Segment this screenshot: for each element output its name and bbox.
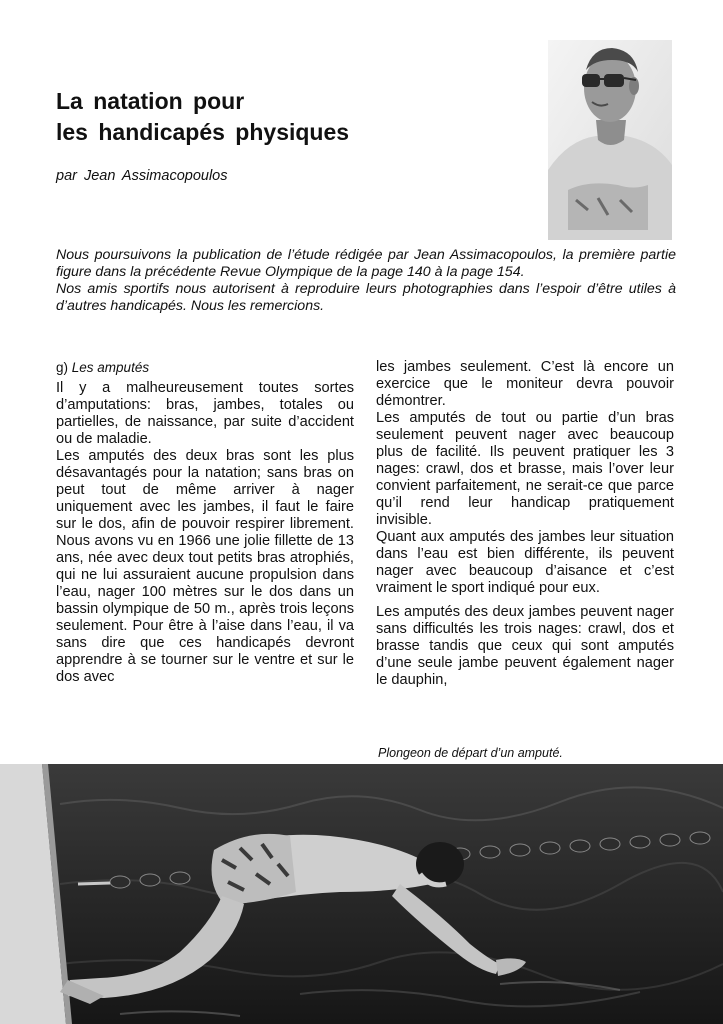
article-title <box>56 86 349 148</box>
left-paragraph-2: Les amputés des deux bras sont les plus désavantagés pour la natation; sans bras on peut tout de même arriver à nager uniquement avec les jambes, il faut le faire sur le dos, afin de pouvoir respirer librement. Nous avons vu en 1966 une jolie fillette de 13 ans, née avec deux tout petits bras atrophiés, qui ne lui assuraient aucune propulsion dans l’eau, nager 100 mètres sur le dos dans un bassin olympique de 50 m., après trois leçons seulement. Pour être à l’aise dans l’eau, il va sans dire que ces handicapés devront apprendre à se tourner sur le ventre et sur le dos avec <box>56 448 354 685</box>
right-paragraph-2: Les amputés de tout ou partie d’un bras seulement peuvent nager avec beaucoup plus de facilité. Ils peuvent pratiquer les 3 nages: crawl, dos et brasse, mais l’over leur convient parfaitement, ne serait-ce que parce qu’il rend leur handicap pratiquement invisible. <box>376 410 674 528</box>
section-letter: g) <box>56 360 69 375</box>
photo-caption: Plongeon de départ d’un amputé. <box>378 746 563 760</box>
intro-text-1: Nous poursuivons la publication de l’étude rédigée par Jean Assimacopoulos, la première partie figure dans la précédente Revue Olympique de la page 140 à la page 154. <box>56 247 676 280</box>
title-line-2: les handicapés physiques <box>56 119 350 145</box>
intro-text-2: Nos amis sportifs nous autorisent à reproduire leurs photographies dans l’espoir d’être utiles à d’autres handicapés. Nous les remercions. <box>56 281 676 314</box>
intro-paragraph <box>56 247 676 315</box>
right-paragraph-1: les jambes seulement. C’est là encore un exercice que le moniteur devra pouvoir démontrer. <box>376 359 674 409</box>
right-paragraph-4: Les amputés des deux jambes peuvent nager sans difficultés les trois nages: crawl, dos et brasse tandis que ceux qui sont amputés d’une seule jambe peuvent également nager le dauphin, <box>376 604 674 688</box>
right-column <box>376 359 674 689</box>
title-line-1: La natation pour <box>56 88 245 114</box>
pool-dive-photo <box>0 764 723 1024</box>
section-heading <box>56 359 354 376</box>
author-portrait <box>548 40 672 240</box>
left-paragraph-1: Il y a malheureusement toutes sortes d’amputations: bras, jambes, totales ou partielles, de naissance, par suite d’accident ou de maladie. <box>56 380 354 447</box>
section-title: Les amputés <box>71 360 150 375</box>
right-paragraph-3: Quant aux amputés des jambes leur situation dans l’eau est bien différente, ils peuvent nager avec beaucoup d’aisance et c’est vraiment le sport indiqué pour eux. <box>376 529 674 596</box>
left-column <box>56 359 354 686</box>
byline: par Jean Assimacopoulos <box>56 168 228 184</box>
